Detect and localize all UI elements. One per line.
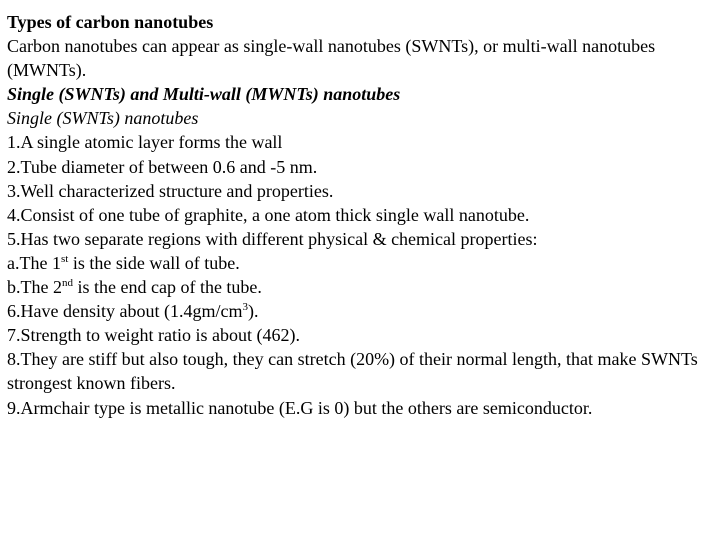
list-item-7: 7.Strength to weight ratio is about (462). — [7, 325, 300, 346]
heading: Types of carbon nanotubes — [7, 12, 214, 32]
list-item-6-sup: 3 — [242, 301, 248, 314]
list-item-5b-rest: is the end cap of the tube. — [72, 277, 262, 298]
list-item-4: 4.Consist of one tube of graphite, a one atom thick single wall nanotube. — [7, 204, 530, 225]
section-title: Single (SWNTs) nanotubes — [7, 108, 199, 129]
list-item-9: 9.Armchair type is metallic nanotube (E.G is 0) but the others are semiconductor. — [7, 397, 593, 418]
list-item-8: 8.They are stiff but also tough, they can stretch (20%) of their normal length, that make SWNTs strongest known fibers. — [7, 349, 698, 394]
list-item-3: 3.Well characterized structure and properties. — [7, 180, 334, 201]
subheading: Single (SWNTs) and Multi-wall (MWNTs) nanotubes — [7, 84, 401, 105]
list-item-6-text: 6.Have density about (1.4gm/cm — [7, 301, 243, 322]
list-item-2: 2.Tube diameter of between 0.6 and -5 nm. — [7, 156, 318, 177]
list-item-1: 1.A single atomic layer forms the wall — [7, 132, 283, 153]
list-item-5a-sup: st — [60, 252, 69, 265]
intro-paragraph: Carbon nanotubes can appear as single-wall nanotubes (SWNTs), or multi-wall nanotubes (MWNTs). — [7, 36, 656, 81]
list-item-5b-sup: nd — [61, 277, 73, 290]
list-item-5: 5.Has two separate regions with different physical & chemical properties: — [7, 228, 538, 249]
list-item-6 — [7, 299, 713, 323]
list-item-5b — [7, 275, 713, 299]
document-body — [7, 10, 713, 420]
list-item-6-rest: ). — [247, 301, 259, 322]
list-item-5b-text: b.The 2 — [7, 277, 62, 298]
list-item-5a-rest: is the side wall of tube. — [68, 252, 240, 273]
list-item-5a — [7, 251, 713, 275]
list-item-5a-text: a.The 1 — [7, 252, 61, 273]
